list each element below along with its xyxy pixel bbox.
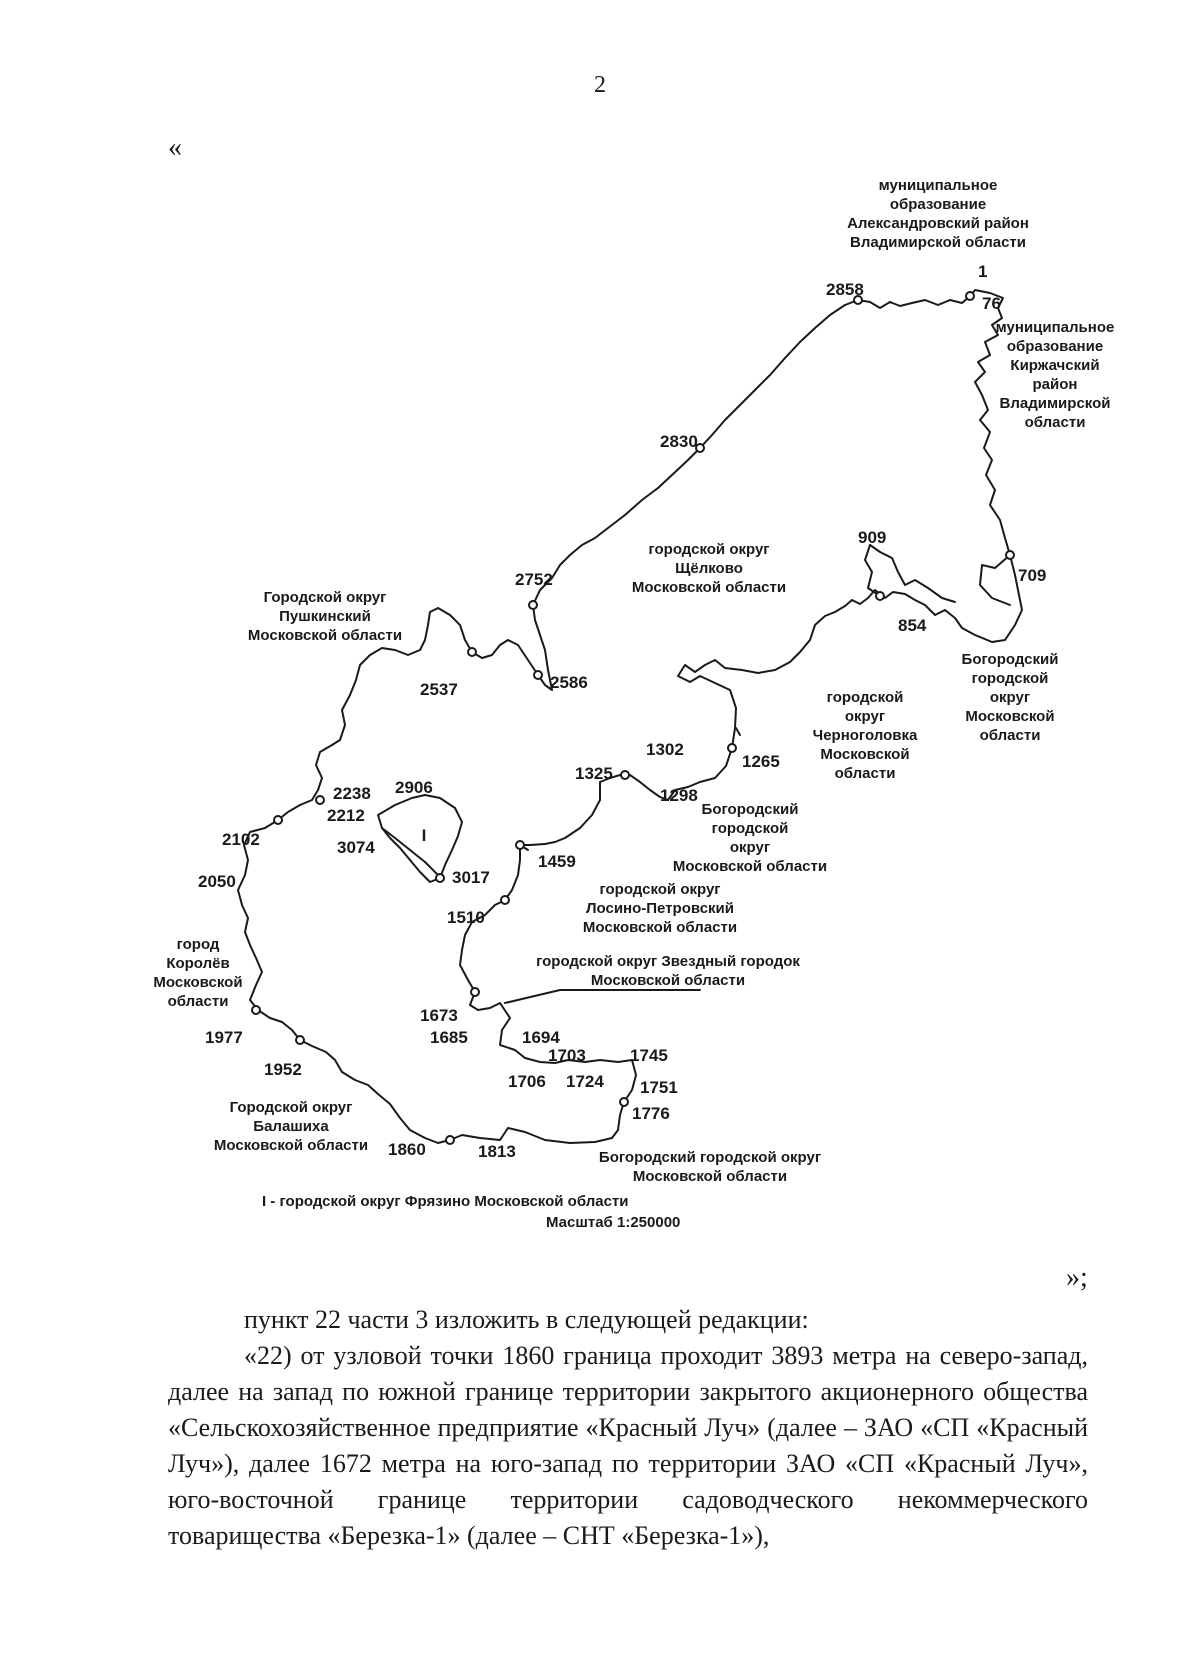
map-legend: I - городской округ Фрязино Московской области bbox=[262, 1193, 629, 1210]
amendment-body: «22) от узловой точки 1860 граница проходит 3893 метра на северо-запад, далее на запад по южной границе территории закрытого акционерного общества «Сельскохозяйственное предприятие «Красный Луч» (далее – ЗАО «СП «Красный Луч»), далее 1672 метра на юго-запад по территории ЗАО «СП «Красный Луч», юго-восточной границе территории садоводческого некоммерческого товарищества «Березка-1» (далее – СНТ «Березка-1»), bbox=[168, 1341, 1088, 1550]
opening-quote: « bbox=[168, 132, 182, 163]
node-marker-2212 bbox=[316, 796, 324, 804]
node-label-1724: 1724 bbox=[566, 1072, 604, 1091]
boundary-line-losino bbox=[736, 728, 740, 735]
node-label-1673: 1673 bbox=[420, 1006, 458, 1025]
zvezdny-pointer-line bbox=[505, 990, 700, 1003]
region-label-bogorodsky-south: Богородский городской округ Московской области bbox=[598, 1149, 822, 1185]
node-marker-854 bbox=[876, 592, 884, 600]
node-label-2906: 2906 bbox=[395, 778, 433, 797]
page-number: 2 bbox=[594, 72, 606, 98]
node-marker-2102 bbox=[274, 816, 282, 824]
document-text bbox=[168, 1302, 1088, 1554]
node-marker-2752 bbox=[529, 601, 537, 609]
node-label-1751: 1751 bbox=[640, 1078, 678, 1097]
amendment-intro: пункт 22 части 3 изложить в следующей редакции: bbox=[244, 1305, 809, 1334]
region-label-shchelkovo: городской округ Щёлково Московской области bbox=[631, 541, 787, 596]
node-label-1694: 1694 bbox=[522, 1028, 560, 1047]
region-label-balashikha: Городской округ Балашиха Московской области bbox=[213, 1099, 369, 1154]
node-label-2537: 2537 bbox=[420, 680, 458, 699]
node-marker-2537 bbox=[468, 648, 476, 656]
node-marker-1325 bbox=[621, 771, 629, 779]
node-label-1: 1 bbox=[978, 262, 988, 281]
node-label-1776: 1776 bbox=[632, 1104, 670, 1123]
region-label-pushkinsky: Городской округ Пушкинский Московской области bbox=[247, 589, 403, 644]
region-label-losino: городской округ Лосино-Петровский Московской области bbox=[582, 881, 738, 936]
node-label-1745: 1745 bbox=[630, 1046, 668, 1065]
node-marker-1 bbox=[966, 292, 974, 300]
node-marker-1776 bbox=[620, 1098, 628, 1106]
boundary-line-909 bbox=[865, 545, 880, 596]
region-label-zvezdny: городской округ Звездный городок Московской области bbox=[536, 953, 800, 989]
closing-quote: »; bbox=[1066, 1262, 1088, 1293]
region-label-kirzhach: муниципальное образование Киржачский район Владимирской области bbox=[995, 319, 1115, 431]
node-label-1302: 1302 bbox=[646, 740, 684, 759]
region-label-bogorodsky-mid: Богородский городской округ Московской области bbox=[672, 801, 828, 875]
node-marker-1860 bbox=[446, 1136, 454, 1144]
node-label-3017: 3017 bbox=[452, 868, 490, 887]
node-label-2212: 2212 bbox=[327, 806, 365, 825]
node-label-1510: 1510 bbox=[447, 908, 485, 927]
node-label-2586: 2586 bbox=[550, 673, 588, 692]
node-label-1977: 1977 bbox=[205, 1028, 243, 1047]
node-label-1685: 1685 bbox=[430, 1028, 468, 1047]
node-label-1703: 1703 bbox=[548, 1046, 586, 1065]
node-marker-1977 bbox=[252, 1006, 260, 1014]
boundary-line-709 bbox=[980, 555, 1010, 605]
node-marker-1265 bbox=[728, 744, 736, 752]
node-marker-2586 bbox=[534, 671, 542, 679]
node-marker-1510 bbox=[501, 896, 509, 904]
node-label-1813: 1813 bbox=[478, 1142, 516, 1161]
node-label-1860: 1860 bbox=[388, 1140, 426, 1159]
region-label-alexandrov: муниципальное образование Александровский район Владимирской области bbox=[847, 177, 1029, 251]
node-label-3074: 3074 bbox=[337, 838, 375, 857]
region-label-fryazino-marker: I bbox=[421, 826, 427, 845]
node-label-909: 909 bbox=[858, 528, 887, 547]
node-label-2238: 2238 bbox=[333, 784, 371, 803]
node-label-1706: 1706 bbox=[508, 1072, 546, 1091]
node-label-1459: 1459 bbox=[538, 852, 576, 871]
node-marker-709 bbox=[1006, 551, 1014, 559]
region-label-chernogolovka: городской округ Черноголовка Московской области bbox=[812, 689, 918, 782]
node-label-1265: 1265 bbox=[742, 752, 780, 771]
node-label-2830: 2830 bbox=[660, 432, 698, 451]
region-label-korolev: город Королёв Московской области bbox=[153, 936, 243, 1010]
node-label-1325: 1325 bbox=[575, 764, 613, 783]
node-label-709: 709 bbox=[1018, 566, 1047, 585]
map-scale: Масштаб 1:250000 bbox=[546, 1214, 681, 1231]
node-label-2102: 2102 bbox=[222, 830, 260, 849]
node-marker-1673 bbox=[471, 988, 479, 996]
region-label-bogorodsky-east: Богородский городской округ Московской области bbox=[961, 651, 1059, 744]
node-label-854: 854 bbox=[898, 616, 927, 635]
node-marker-3017 bbox=[436, 874, 444, 882]
node-label-76: 76 bbox=[982, 294, 1001, 313]
node-label-2050: 2050 bbox=[198, 872, 236, 891]
node-marker-1952 bbox=[296, 1036, 304, 1044]
node-label-2858: 2858 bbox=[826, 280, 864, 299]
node-label-1298: 1298 bbox=[660, 786, 698, 805]
node-marker-1459 bbox=[516, 841, 524, 849]
node-label-1952: 1952 bbox=[264, 1060, 302, 1079]
node-label-2752: 2752 bbox=[515, 570, 553, 589]
